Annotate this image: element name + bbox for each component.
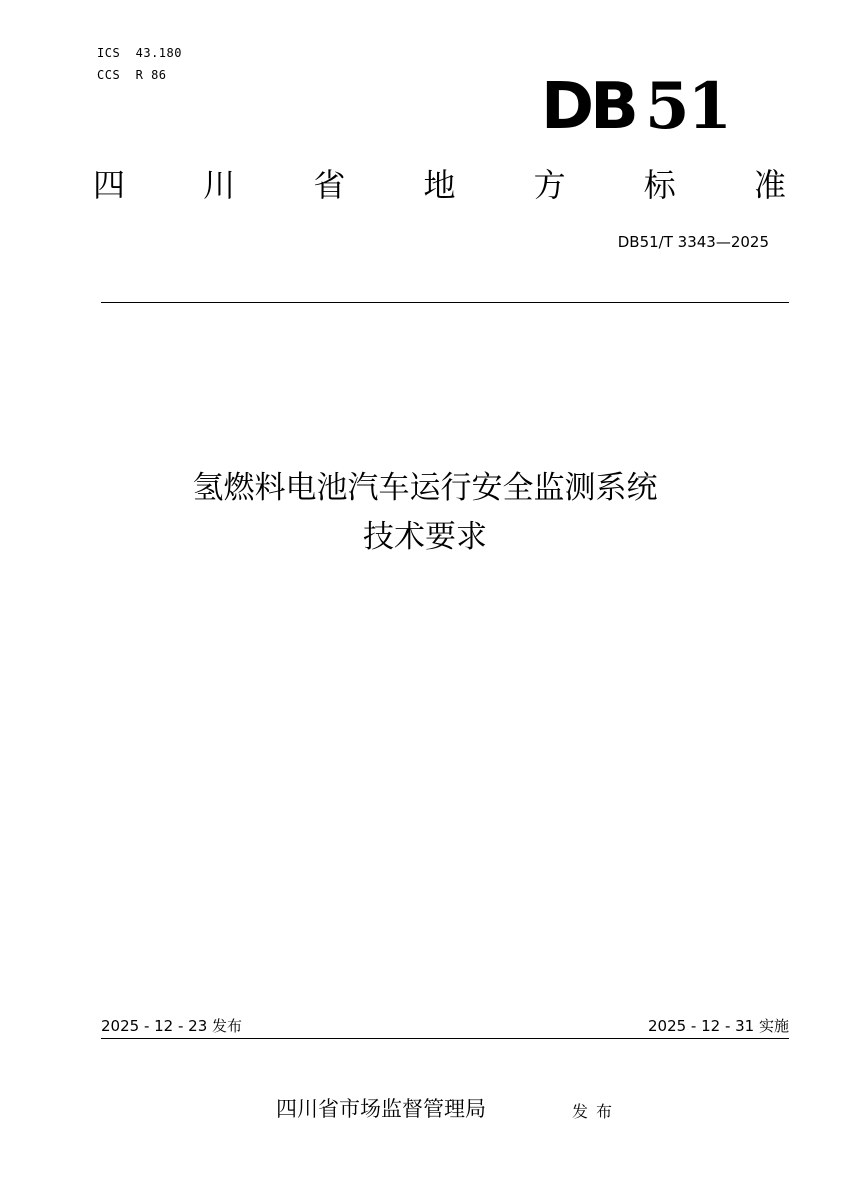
issue-label: 发布 <box>572 1102 621 1121</box>
document-title-line-1: 氢燃料电池汽车运行安全监测系统 <box>192 470 658 506</box>
logo-number: 51 <box>644 69 730 144</box>
ics-code: ICS 43.180 <box>97 46 182 60</box>
db51-logo <box>541 69 730 144</box>
publish-date: 2025 - 12 - 23 发布 <box>101 1017 243 1035</box>
classification-codes <box>97 42 182 86</box>
standard-type-char: 标 <box>643 166 676 204</box>
standard-type-char: 地 <box>423 166 456 204</box>
issuing-authority: 四川省市场监督管理局 <box>276 1097 486 1121</box>
standard-type-char: 省 <box>313 166 346 204</box>
standard-number: DB51/T 3343—2025 <box>617 233 769 251</box>
standard-type-char: 方 <box>533 166 566 204</box>
document-title-line-2: 技术要求 <box>363 519 487 555</box>
effective-date: 2025 - 12 - 31 实施 <box>647 1017 789 1035</box>
ccs-code: CCS R 86 <box>97 68 167 82</box>
standard-type-char: 川 <box>203 166 236 204</box>
standard-type-char: 四 <box>93 166 126 204</box>
bottom-divider <box>101 1038 789 1039</box>
standard-type-char: 准 <box>753 166 786 204</box>
logo-letters: DB <box>541 70 635 144</box>
standard-type-heading <box>93 163 786 207</box>
top-divider <box>101 302 789 303</box>
